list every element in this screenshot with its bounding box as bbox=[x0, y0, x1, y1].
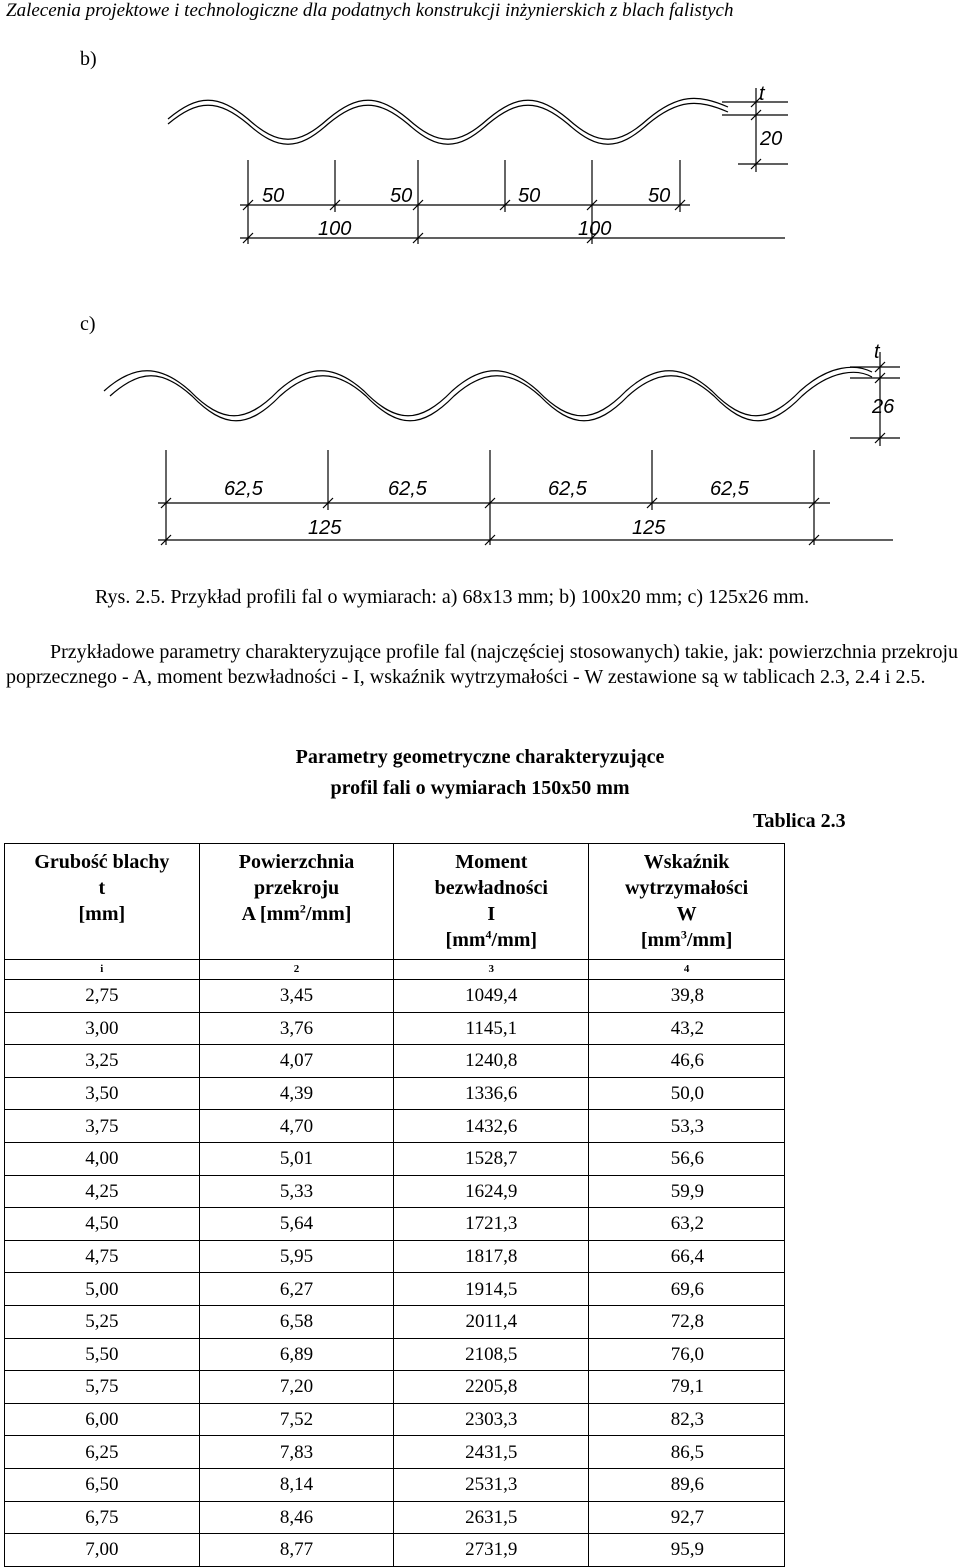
table-cell: 1528,7 bbox=[394, 1142, 589, 1175]
table-cell: 92,7 bbox=[589, 1501, 785, 1534]
profile-b-wave-outer bbox=[168, 98, 728, 139]
profile-c-wave-inner bbox=[110, 372, 872, 420]
table-cell: 3,00 bbox=[5, 1012, 200, 1045]
table-cell: 4,25 bbox=[5, 1175, 200, 1208]
table-cell: 1817,8 bbox=[394, 1240, 589, 1273]
figure-b-full-wave-1: 100 bbox=[318, 218, 352, 240]
table-row bbox=[5, 1273, 785, 1306]
figure-b-full-wave-2: 100 bbox=[578, 218, 612, 240]
corrugation-profiles-drawing bbox=[0, 0, 960, 580]
header-moment: Moment bezwładności I $[mm^4/mm]$ bbox=[394, 844, 589, 960]
table-cell: 1049,4 bbox=[394, 980, 589, 1013]
table-cell: 5,64 bbox=[199, 1208, 394, 1241]
table-cell: 46,6 bbox=[589, 1045, 785, 1078]
table-cell: 63,2 bbox=[589, 1208, 785, 1241]
table-cell: 1336,6 bbox=[394, 1077, 589, 1110]
table-title-line-1: Parametry geometryczne charakteryzujące bbox=[295, 746, 665, 768]
table-cell: 4,00 bbox=[5, 1142, 200, 1175]
header-thickness: Grubość blachy t [mm] bbox=[5, 844, 200, 960]
table-cell: 50,0 bbox=[589, 1077, 785, 1110]
table-cell: 6,89 bbox=[199, 1338, 394, 1371]
table-cell: 7,00 bbox=[5, 1534, 200, 1567]
figure-c-label: c) bbox=[80, 313, 96, 335]
table-row bbox=[5, 1436, 785, 1469]
column-number-row: i 2 3 4 bbox=[5, 960, 785, 980]
table-cell: 82,3 bbox=[589, 1403, 785, 1436]
table-cell: 69,6 bbox=[589, 1273, 785, 1306]
header-section-modulus: Wskaźnik wytrzymałości W $[mm^3/mm]$ bbox=[589, 844, 785, 960]
table-cell: 6,75 bbox=[5, 1501, 200, 1534]
table-row bbox=[5, 980, 785, 1013]
table-cell: 2108,5 bbox=[394, 1338, 589, 1371]
table-row bbox=[5, 1045, 785, 1078]
table-cell: 2205,8 bbox=[394, 1371, 589, 1404]
table-cell: 5,95 bbox=[199, 1240, 394, 1273]
figure-c-thickness-label: t bbox=[874, 341, 880, 363]
table-cell: 59,9 bbox=[589, 1175, 785, 1208]
table-cell: 6,00 bbox=[5, 1403, 200, 1436]
table-cell: 43,2 bbox=[589, 1012, 785, 1045]
table-cell: 66,4 bbox=[589, 1240, 785, 1273]
table-cell: 6,27 bbox=[199, 1273, 394, 1306]
table-cell: 5,50 bbox=[5, 1338, 200, 1371]
table-cell: 1914,5 bbox=[394, 1273, 589, 1306]
page-header: Zalecenia projektowe i technologiczne dla podatnych konstrukcji inżynierskich z blach falistych bbox=[6, 0, 734, 21]
table-row bbox=[5, 1501, 785, 1534]
figure-b-label: b) bbox=[80, 48, 97, 70]
table-cell: 79,1 bbox=[589, 1371, 785, 1404]
table-row bbox=[5, 1175, 785, 1208]
figure-c-half-wave-3: 62,5 bbox=[548, 478, 587, 500]
table-cell: 1240,8 bbox=[394, 1045, 589, 1078]
table-cell: 72,8 bbox=[589, 1305, 785, 1338]
figure-b-half-wave-4: 50 bbox=[648, 185, 671, 207]
table-cell: 6,25 bbox=[5, 1436, 200, 1469]
table-cell: 76,0 bbox=[589, 1338, 785, 1371]
table-cell: 3,76 bbox=[199, 1012, 394, 1045]
table-reference: Tablica 2.3 bbox=[753, 810, 846, 832]
table-cell: 2731,9 bbox=[394, 1534, 589, 1567]
table-row bbox=[5, 1012, 785, 1045]
figure-c-height-label: 26 bbox=[872, 396, 895, 418]
table-cell: 1721,3 bbox=[394, 1208, 589, 1241]
table-cell: 2631,5 bbox=[394, 1501, 589, 1534]
table-cell: 86,5 bbox=[589, 1436, 785, 1469]
table-cell: 4,50 bbox=[5, 1208, 200, 1241]
table-cell: 7,52 bbox=[199, 1403, 394, 1436]
table-row bbox=[5, 1534, 785, 1567]
table-cell: 2011,4 bbox=[394, 1305, 589, 1338]
table-cell: 7,20 bbox=[199, 1371, 394, 1404]
table-cell: 8,14 bbox=[199, 1468, 394, 1501]
table-row bbox=[5, 1208, 785, 1241]
table-row bbox=[5, 1240, 785, 1273]
table-cell: 3,25 bbox=[5, 1045, 200, 1078]
table-row bbox=[5, 1338, 785, 1371]
table-cell: 3,75 bbox=[5, 1110, 200, 1143]
table-cell: 2531,3 bbox=[394, 1468, 589, 1501]
profile-c-wave-outer bbox=[104, 367, 872, 415]
table-title bbox=[220, 742, 740, 804]
table-cell: 2303,3 bbox=[394, 1403, 589, 1436]
table-cell: 8,46 bbox=[199, 1501, 394, 1534]
parameters-table bbox=[4, 843, 785, 1567]
figure-c-half-wave-2: 62,5 bbox=[388, 478, 427, 500]
table-row bbox=[5, 1305, 785, 1338]
table-cell: 4,39 bbox=[199, 1077, 394, 1110]
table-row bbox=[5, 1371, 785, 1404]
profile-b-wave-inner bbox=[168, 103, 728, 144]
figure-b-half-wave-2: 50 bbox=[390, 185, 413, 207]
table-cell: 4,75 bbox=[5, 1240, 200, 1273]
table-row bbox=[5, 1468, 785, 1501]
table-cell: 89,6 bbox=[589, 1468, 785, 1501]
table-cell: 4,07 bbox=[199, 1045, 394, 1078]
table-cell: 5,01 bbox=[199, 1142, 394, 1175]
table-cell: 8,77 bbox=[199, 1534, 394, 1567]
table-cell: 1624,9 bbox=[394, 1175, 589, 1208]
table-cell: 6,50 bbox=[5, 1468, 200, 1501]
table-cell: 2431,5 bbox=[394, 1436, 589, 1469]
table-cell: 5,00 bbox=[5, 1273, 200, 1306]
profile-c bbox=[104, 352, 900, 545]
table-cell: 53,3 bbox=[589, 1110, 785, 1143]
table-row bbox=[5, 1077, 785, 1110]
figure-b-half-wave-1: 50 bbox=[262, 185, 285, 207]
table-cell: 1432,6 bbox=[394, 1110, 589, 1143]
table-cell: 4,70 bbox=[199, 1110, 394, 1143]
table-row bbox=[5, 1142, 785, 1175]
figure-c-half-wave-1: 62,5 bbox=[224, 478, 263, 500]
table-cell: 95,9 bbox=[589, 1534, 785, 1567]
figure-c-full-wave-2: 125 bbox=[632, 517, 666, 539]
body-paragraph bbox=[6, 640, 958, 690]
table-row bbox=[5, 1110, 785, 1143]
figure-c-full-wave-1: 125 bbox=[308, 517, 342, 539]
table-cell: 2,75 bbox=[5, 980, 200, 1013]
table-cell: 7,83 bbox=[199, 1436, 394, 1469]
figure-b-height-label: 20 bbox=[760, 128, 783, 150]
table-row bbox=[5, 1403, 785, 1436]
figure-b-half-wave-3: 50 bbox=[518, 185, 541, 207]
profile-b bbox=[168, 88, 788, 244]
table-title-line-2: profil fali o wymiarach 150x50 mm bbox=[330, 777, 630, 799]
table-cell: 5,25 bbox=[5, 1305, 200, 1338]
table-cell: 6,58 bbox=[199, 1305, 394, 1338]
header-area: Powierzchnia przekroju A $[mm^2/mm]$ bbox=[199, 844, 394, 960]
table-cell: 5,75 bbox=[5, 1371, 200, 1404]
table-cell: 1145,1 bbox=[394, 1012, 589, 1045]
table-cell: 39,8 bbox=[589, 980, 785, 1013]
table-cell: 56,6 bbox=[589, 1142, 785, 1175]
table-cell: 3,50 bbox=[5, 1077, 200, 1110]
body-paragraph-text: Przykładowe parametry charakteryzujące profile fal (najczęściej stosowanych) takie, jak: powierzchnia przekroju poprzecznego - A, moment bezwładności - I, wskaźnik wytrzymałości - W zestawione są w tablicach 2.3, 2.4 i 2.5. bbox=[6, 641, 958, 688]
table-cell: 5,33 bbox=[199, 1175, 394, 1208]
figure-c-half-wave-4: 62,5 bbox=[710, 478, 749, 500]
table-header-row bbox=[5, 844, 785, 960]
figure-caption: Rys. 2.5. Przykład profili fal o wymiarach: a) 68x13 mm; b) 100x20 mm; c) 125x26 mm. bbox=[95, 586, 810, 608]
figure-b-thickness-label: t bbox=[759, 83, 765, 105]
table-cell: 3,45 bbox=[199, 980, 394, 1013]
